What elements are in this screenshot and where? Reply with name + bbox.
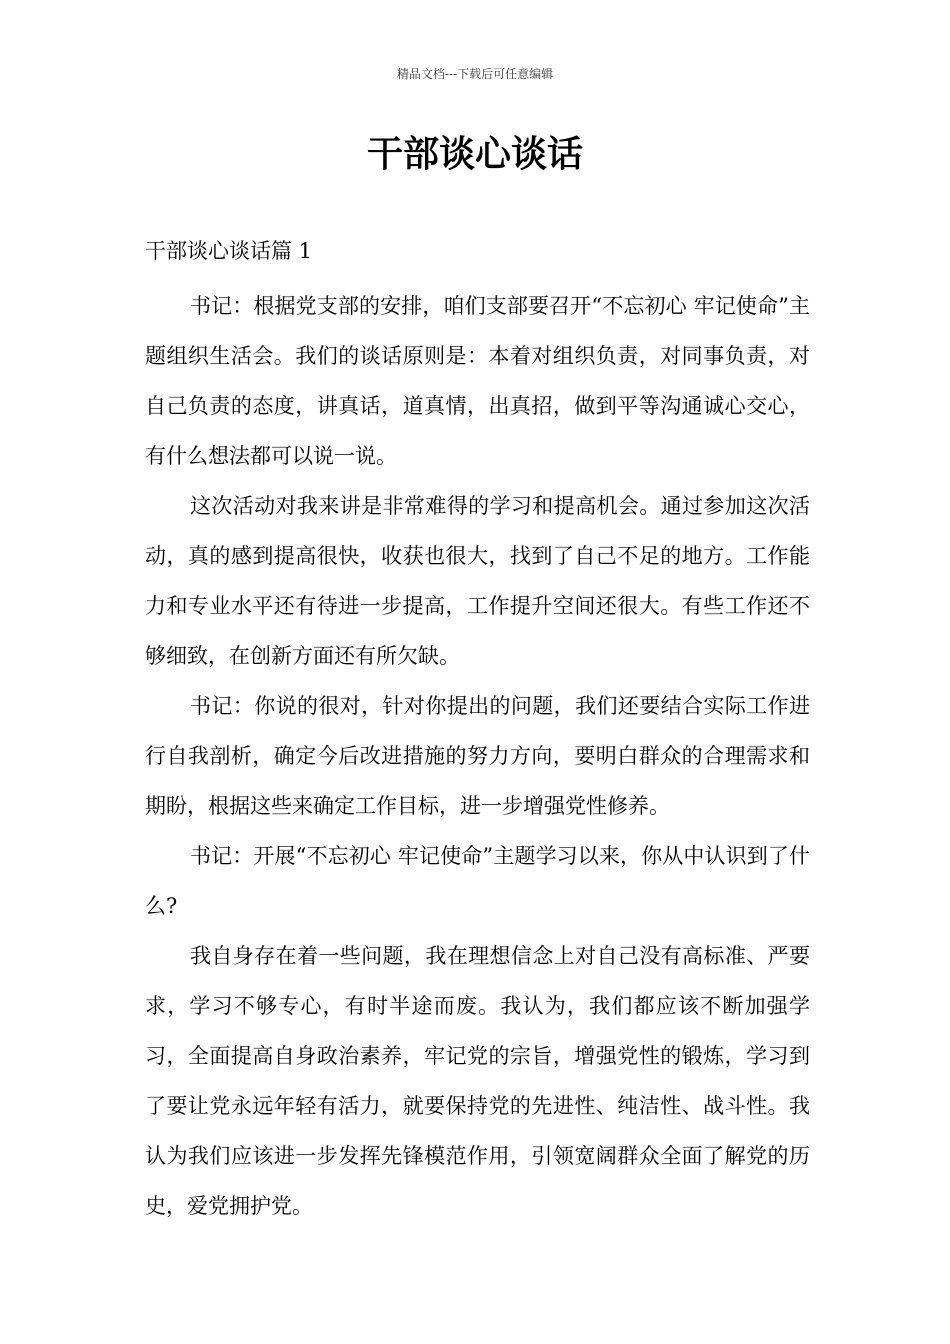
paragraph-3: 书记：你说的很对，针对你提出的问题，我们还要结合实际工作进行自我剖析，确定今后改进措施的努力方向，要明白群众的合理需求和期盼，根据这些来确定工作目标，进一步增强党性修养。 xyxy=(145,694,810,818)
page-header: 精品文档---下载后可任意编辑 xyxy=(396,67,554,81)
document-body xyxy=(145,281,810,1231)
paragraph-5: 我自身存在着一些问题，我在理想信念上对自己没有高标准、严要求，学习不够专心，有时半途而废。我认为，我们都应该不断加强学习，全面提高自身政治素养，牢记党的宗旨，增强党性的锻炼，学习到了要让党永远年轻有活力，就要保持党的先进性、纯洁性、战斗性。我认为我们应该进一步发挥先锋模范作用，引领宽阔群众全面了解党的历史，爱党拥护党。 xyxy=(145,944,810,1218)
document-title: 干部谈心谈话 xyxy=(366,133,583,175)
section-heading: 干部谈心谈话篇 1 xyxy=(145,239,313,263)
paragraph-4: 书记：开展“不忘初心 牢记使命”主题学习以来，你从中认识到了什么? xyxy=(145,844,810,918)
paragraph-2: 这次活动对我来讲是非常难得的学习和提高机会。通过参加这次活动，真的感到提高很快，收获也很大，找到了自己不足的地方。工作能力和专业水平还有待进一步提高，工作提升空间还很大。有些工作还不够细致，在创新方面还有所欠缺。 xyxy=(145,494,810,668)
paragraph-1: 书记：根据党支部的安排，咱们支部要召开“不忘初心 牢记使命”主题组织生活会。我们的谈话原则是：本着对组织负责，对同事负责，对自己负责的态度，讲真话，道真情，出真招，做到平等沟通诚心交心，有什么想法都可以说一说。 xyxy=(145,294,810,468)
